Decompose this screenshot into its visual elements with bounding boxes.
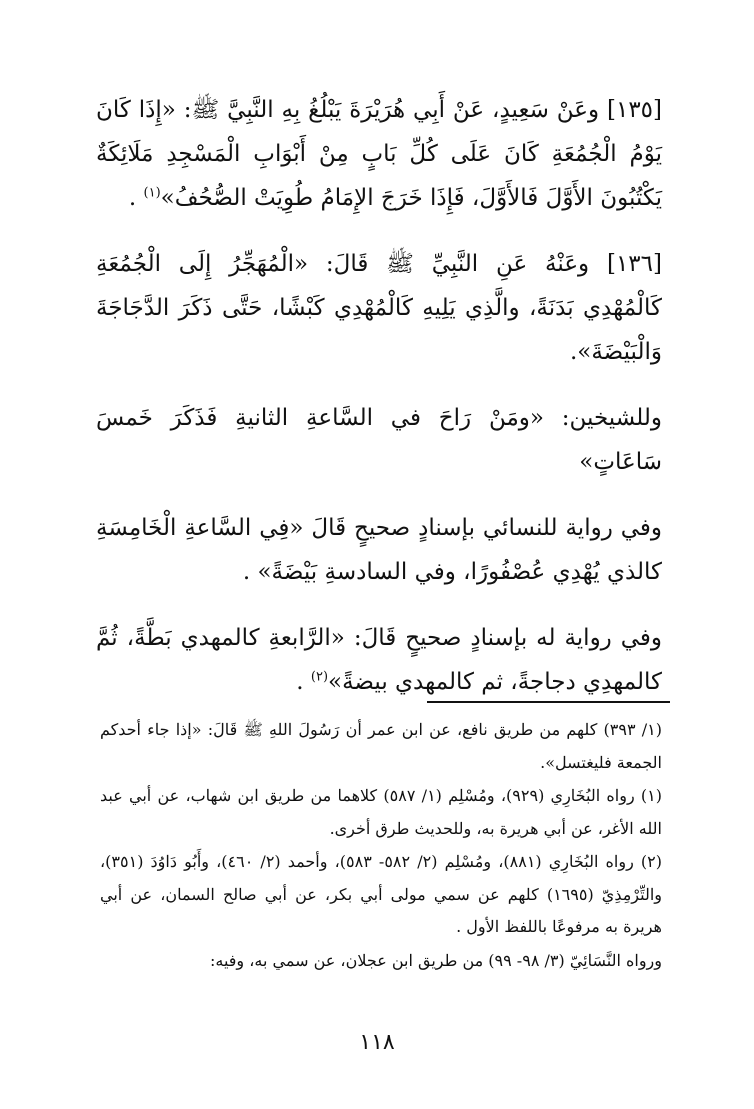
paragraph-end: .: [296, 669, 311, 695]
paragraph-end: .: [569, 339, 578, 365]
paragraph-text: وعَنْهُ عَنِ النَّبِيِّ ﷺ قَالَ: «الْمُهَجِّرُ إِلَى الْجُمُعَةِ كَالْمُهْدِي بَدَنَةً، والَّذِي يَلِيهِ كَالْمُهْدِي كَبْشًا، حَتَّى ذَكَرَ الدَّجَاجَةَ وَالْبَيْضَةَ»: [96, 251, 662, 365]
paragraph-end: .: [128, 185, 144, 211]
paragraph-text: وللشيخين: «ومَنْ رَاحَ في السَّاعةِ الثانيةِ فَذَكَرَ خَمسَ سَاعَاتٍ»: [96, 405, 662, 475]
footnote-item: (١/ ٣٩٣) كلهم من طريق نافع، عن ابن عمر أن رَسُولَ اللهِ ﷺ قَالَ: «إذا جاء أحدكم الجمعة فليغتسل».: [100, 720, 662, 772]
footnote-item: (١) رواه البُخَارِي (٩٢٩)، ومُسْلِم (١/ ٥٨٧) كلاهما من طريق ابن شهاب، عن أبي عبد الله الأغر، عن أبي هريرة به، وللحديث طرق أخرى.: [100, 786, 662, 838]
hadith-number: [١٣٥]: [606, 97, 663, 123]
footnotes: [100, 714, 662, 978]
footnote-reference[interactable]: (٢): [310, 669, 329, 685]
footnote-item: (٢) رواه البُخَارِي (٨٨١)، ومُسْلِم (٢/ ٥٨٢- ٥٨٣)، وأحمد (٢/ ٤٦٠)، وأَبُو دَاوُدَ (٣٥١)، والتِّرْمِذِيّ (١٦٩٥) كلهم عن سمي مولى أبي بكر، عن أبي صالح السمان، عن أبي هريرة به مرفوعًا باللفظ الأول .: [100, 852, 662, 936]
paragraph-text: وفي رواية له بإسنادٍ صحيحٍ قَالَ: «الرَّابعةِ كالمهدي بَطَّةً، ثُمَّ كالمهدِي دجاجةً، ثم كالمهدي بيضةً»: [96, 625, 662, 695]
hadith-paragraph: [96, 88, 662, 220]
footnote-item: ورواه النَّسَائِيّ (٣/ ٩٨- ٩٩) من طريق ابن عجلان، عن سمي به، وفيه:: [209, 950, 662, 970]
text-paragraph: [96, 616, 662, 704]
footnote-separator: [427, 701, 670, 703]
paragraph-text: وفي رواية للنسائي بإسنادٍ صحيحٍ قَالَ «فِي السَّاعةِ الْخَامِسَةِ كالذي يُهْدِي عُصْفُورًا، وفي السادسةِ بَيْضَةً»: [96, 515, 662, 585]
main-text: [96, 88, 662, 726]
hadith-paragraph: [96, 242, 662, 374]
paragraph-text: وعَنْ سَعِيدٍ، عَنْ أَبِي هُرَيْرَةَ يَبْلُغُ بِهِ النَّبِيَّ ﷺ: «إِذَا كَانَ يَوْمُ الْجُمُعَةِ كَانَ عَلَى كُلِّ بَابٍ مِنْ أَبْوَابِ الْمَسْجِدِ مَلَائِكَةٌ يَكْتُبُونَ الأَوَّلَ فَالأَوَّلَ، فَإِذَا خَرَجَ الإِمَامُ طُوِيَتْ الصُّحُفُ»: [96, 97, 662, 211]
paragraph-end: .: [242, 559, 258, 585]
hadith-number: [١٣٦]: [606, 251, 662, 277]
text-paragraph: [96, 506, 662, 594]
page-number: ١١٨: [359, 1030, 395, 1055]
text-paragraph: [96, 396, 662, 484]
footnote-reference[interactable]: (١): [143, 185, 161, 201]
